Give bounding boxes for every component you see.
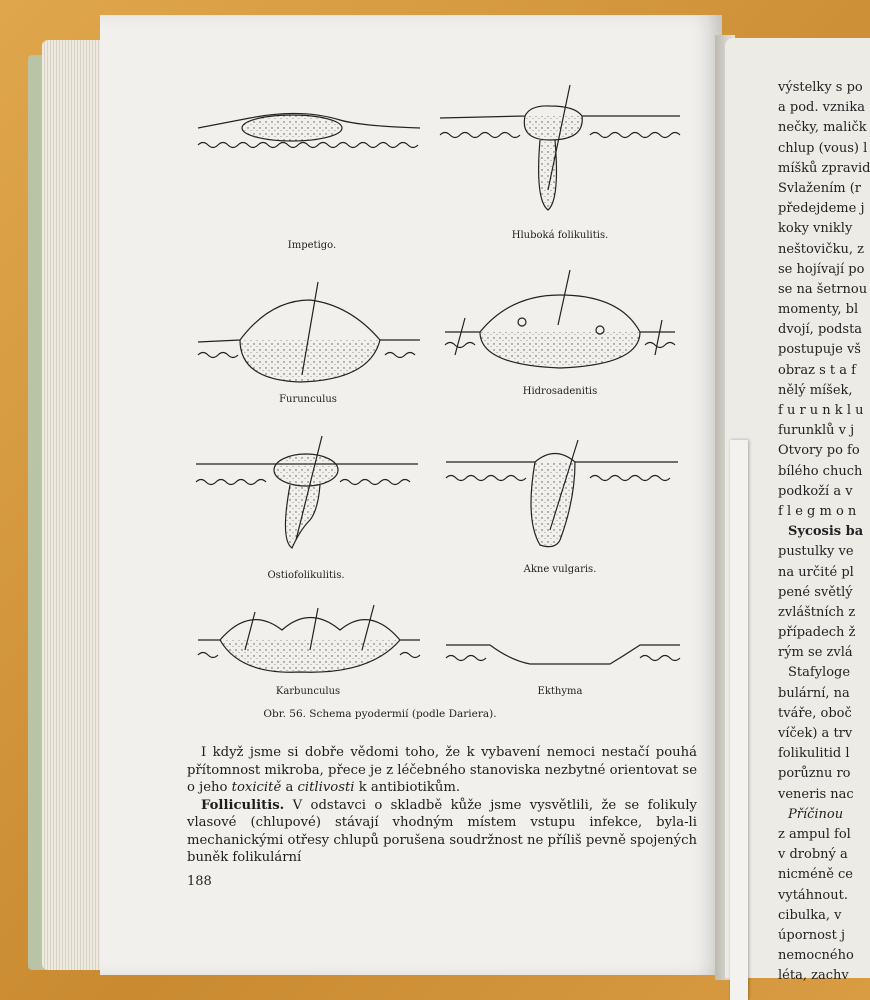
text-line: Sycosis ba xyxy=(788,524,864,540)
acne-vulgaris-diagram xyxy=(446,440,678,547)
text-line: v drobný a xyxy=(778,847,848,863)
text-line: na určité pl xyxy=(778,564,854,580)
text-line: pustulky ve xyxy=(778,544,854,560)
text-line: rým se zvlá xyxy=(778,645,853,661)
text-line: veneris nac xyxy=(778,786,854,802)
text-line: f l e g m o n xyxy=(778,503,857,519)
text-line: nicméně ce xyxy=(778,867,854,883)
text-line: bílého chuch xyxy=(778,463,863,479)
figure-caption-carbuncle: Karbunculus xyxy=(275,686,341,697)
figure-caption-impetigo: Impetigo. xyxy=(287,240,337,251)
figure-caption-furunculus: Furunculus xyxy=(279,394,337,405)
text-line: obraz s t a f xyxy=(778,362,856,378)
text-line: vytáhnout. xyxy=(778,887,848,903)
figure-caption-acne: Akne vulgaris. xyxy=(523,564,597,575)
text-line: nemocného xyxy=(778,948,854,964)
text-line: postupuje vš xyxy=(778,342,861,358)
ecthyma-diagram xyxy=(446,645,680,664)
text-line: Svlažením (r xyxy=(778,180,861,196)
text-line: folikulitid l xyxy=(778,746,850,762)
text-line: nečky, maličk xyxy=(778,120,867,136)
text-line: podkoží a v xyxy=(778,483,853,499)
deep-folliculitis-diagram xyxy=(440,85,680,210)
figure-caption-ostiofolliculitis: Ostiofolikulitis. xyxy=(267,570,345,581)
text-line: momenty, bl xyxy=(778,302,859,318)
bookmark-ribbon xyxy=(730,440,748,1000)
ostiofolliculitis-diagram xyxy=(196,436,418,548)
text-line: zvláštních z xyxy=(778,604,856,620)
section-heading: Folliculitis. xyxy=(201,797,285,813)
paragraph: I když jsme si dobře vědomi toho, že k vybavení nemoci nestačí pouhá přítomnost mikroba, přece je z léčebného stanoviska nezbytné orientovat se o jeho toxicitě a citlivosti k antibiotikům. xyxy=(187,745,697,795)
text-line: a pod. vznika xyxy=(778,100,865,116)
hidrosadenitis-diagram xyxy=(445,270,675,368)
text-line: z ampul fol xyxy=(778,826,851,842)
carbuncle-diagram xyxy=(198,605,420,672)
text-line: pené světlý xyxy=(778,584,853,600)
text-line: bulární, na xyxy=(778,685,850,701)
furunculus-diagram xyxy=(198,282,420,382)
text-line: nělý míšek, xyxy=(778,382,853,398)
text-line: léta, zachv xyxy=(778,968,849,984)
figure-caption-hidrosadenitis: Hidrosadenitis xyxy=(522,386,598,397)
text-line: neštovičku, z xyxy=(778,241,864,257)
text-line: se na šetrnou xyxy=(778,281,868,297)
body-text xyxy=(187,744,697,867)
page-number: 188 xyxy=(187,874,212,889)
paragraph: Folliculitis. V odstavci o skladbě kůže jsme vysvětlili, že se folikuly vlasové (chlupové) stávají vhodným místem vstupu infekce, byla-li mechanickými otřesy chlupů porušena soudržnost ne příliš pevně spojených buněk folikulární xyxy=(187,797,697,865)
figure-main-caption: Obr. 56. Schema pyodermií (podle Dariera). xyxy=(263,708,497,720)
text-line: výstelky s po xyxy=(778,80,863,95)
impetigo-diagram xyxy=(198,113,420,147)
text-line: se hojívají po xyxy=(778,261,865,277)
text-line: předejdeme j xyxy=(778,201,865,217)
text-line: f u r u n k l u xyxy=(778,403,864,418)
text-line: tváře, oboč xyxy=(778,705,852,721)
text-line: víček) a trv xyxy=(778,726,853,741)
text-line: porůznu ro xyxy=(778,766,851,782)
text-line: případech ž xyxy=(778,625,856,641)
text-line: Příčinou xyxy=(788,806,844,822)
text-line: úpornost j xyxy=(778,927,845,943)
text-line: chlup (vous) l xyxy=(778,140,868,156)
text-line: míšků zpravid xyxy=(778,160,870,176)
right-page-text xyxy=(778,78,870,986)
figure-caption-ecthyma: Ekthyma xyxy=(537,686,583,697)
text-line: Stafyloge xyxy=(788,665,851,681)
text-line: Otvory po fo xyxy=(778,443,860,459)
text-line: dvojí, podsta xyxy=(778,322,863,338)
figure-caption-deep-folliculitis: Hluboká folikulitis. xyxy=(511,230,609,241)
text-line: furunklů v j xyxy=(778,423,855,439)
text-line: koky vnikly xyxy=(778,221,853,237)
text-line: cibulka, v xyxy=(778,907,842,923)
